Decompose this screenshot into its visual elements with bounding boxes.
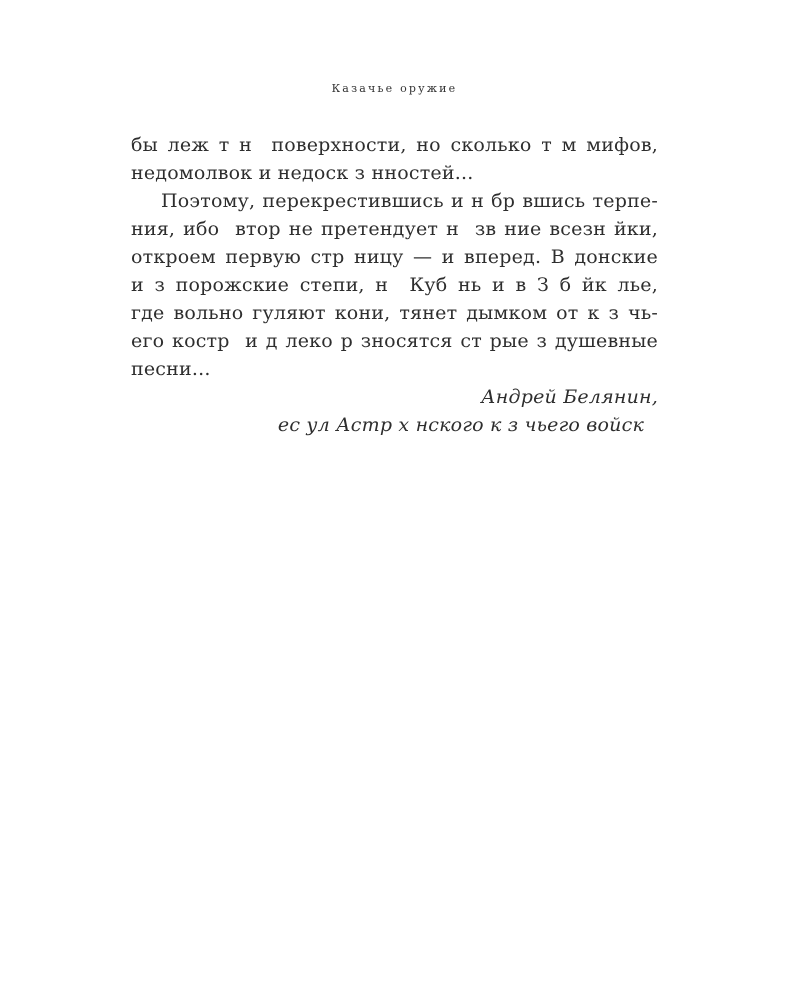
body-line: откроем первую стр ницу — и вперед. В донские — [131, 246, 658, 268]
body-line: его костр и д леко р зносятся ст рые з душевные — [131, 330, 658, 352]
body-line: недомолвок и недоск з нностей... — [131, 162, 474, 184]
signature-block — [131, 383, 658, 439]
body-line: ния, ибо втор не претендует н зв ние всезн йки, — [131, 218, 658, 240]
signature-author: Андрей Белянин, — [481, 386, 658, 408]
body-line: бы леж т н поверхности, но сколько т м мифов, — [131, 134, 658, 156]
signature-rank: ес ул Астр х нского к з чьего войск — [277, 414, 644, 436]
body-line: и з порожские степи, н Куб нь и в З б йк лье, — [131, 274, 658, 296]
body-line: песни... — [131, 358, 211, 380]
running-header: Казачье оружие — [331, 82, 458, 95]
body-line: где вольно гуляют кони, тянет дымком от к з чь- — [131, 302, 658, 324]
body-line: Поэтому, перекрестившись и н бр вшись терпе- — [161, 190, 658, 212]
body-text-block — [131, 131, 658, 383]
